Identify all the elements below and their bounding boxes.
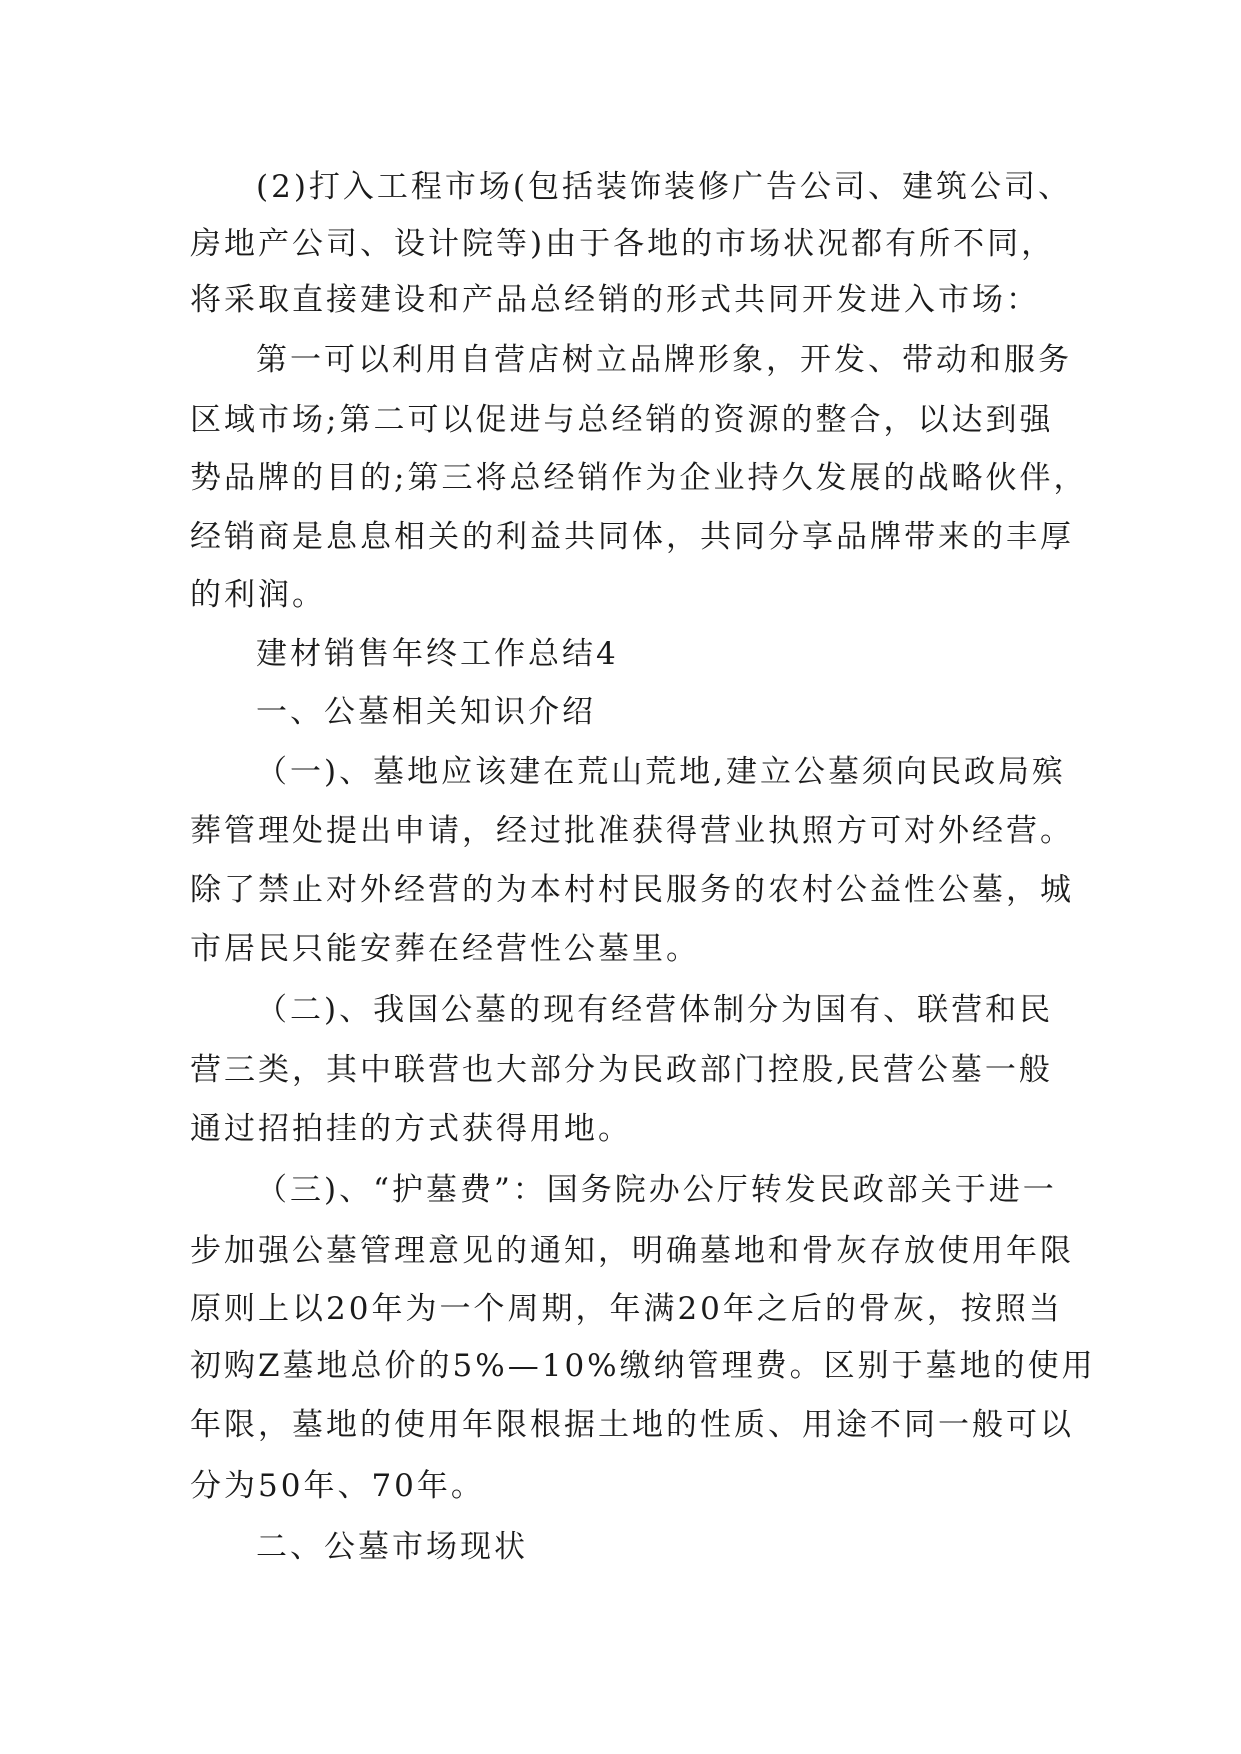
text-line: 的利润。 [190, 577, 326, 613]
section-heading: 二、公墓市场现状 [256, 1529, 528, 1565]
text-line: (2)打入工程市场(包括装饰装修广告公司、建筑公司、 [256, 169, 1073, 205]
text-line: 营三类，其中联营也大部分为民政部门控股,民营公墓一般 [190, 1052, 1053, 1088]
text-line: 将采取直接建设和产品总经销的形式共同开发进入市场： [190, 282, 1040, 318]
text-line: 第一可以利用自营店树立品牌形象，开发、带动和服务 [256, 342, 1072, 378]
text-line: 步加强公墓管理意见的通知，明确墓地和骨灰存放使用年限 [190, 1233, 1074, 1269]
section-heading: 一、公墓相关知识介绍 [256, 694, 596, 730]
text-line: 势品牌的目的;第三将总经销作为企业持久发展的战略伙伴， [190, 460, 1088, 496]
text-line: 除了禁止对外经营的为本村村民服务的农村公益性公墓，城 [190, 872, 1074, 908]
text-line: （二)、我国公墓的现有经营体制分为国有、联营和民 [256, 992, 1054, 1028]
text-line: 区域市场;第二可以促进与总经销的资源的整合，以达到强 [190, 402, 1054, 438]
text-line: 通过招拍挂的方式获得用地。 [190, 1111, 632, 1147]
text-line: 经销商是息息相关的利益共同体，共同分享品牌带来的丰厚 [190, 519, 1074, 555]
text-line: 市居民只能安葬在经营性公墓里。 [190, 931, 700, 967]
text-line: 原则上以20年为一个周期，年满20年之后的骨灰，按照当 [190, 1291, 1063, 1327]
text-line: （三)、“护墓费”：国务院办公厅转发民政部关于进一 [256, 1172, 1057, 1208]
section-heading: 建材销售年终工作总结4 [256, 636, 619, 672]
text-line: 年限，墓地的使用年限根据土地的性质、用途不同一般可以 [190, 1407, 1074, 1443]
text-line: （一)、墓地应该建在荒山荒地,建立公墓须向民政局殡 [256, 754, 1066, 790]
text-line: 初购Z墓地总价的5%—10%缴纳管理费。区别于墓地的使用 [190, 1348, 1096, 1384]
text-line: 分为50年、70年。 [190, 1468, 485, 1504]
text-line: 葬管理处提出申请，经过批准获得营业执照方可对外经营。 [190, 813, 1074, 849]
text-line: 房地产公司、设计院等)由于各地的市场状况都有所不同， [190, 226, 1056, 262]
